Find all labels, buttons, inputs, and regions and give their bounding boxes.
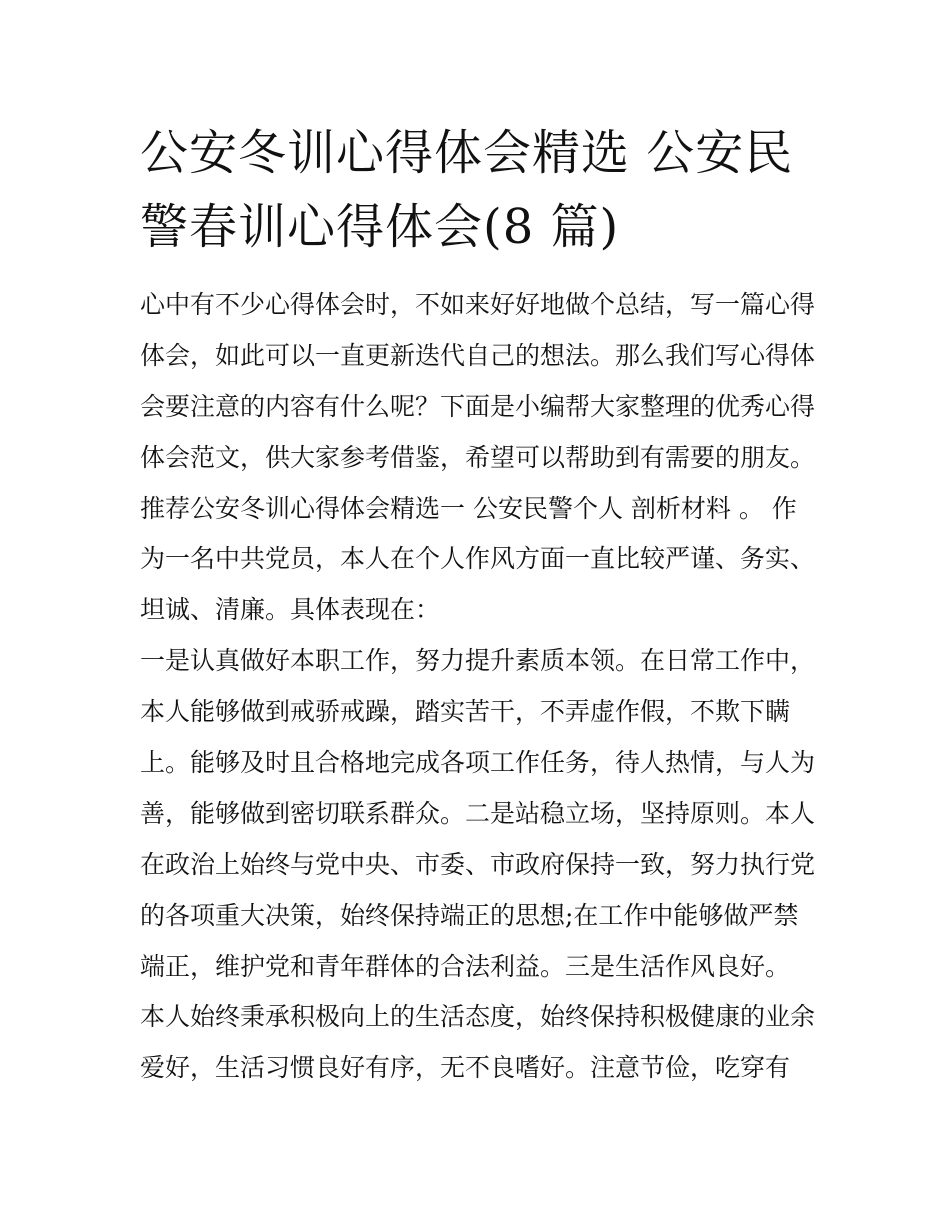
body-line: 心中有不少心得体会时，不如来好好地做个总结，写一篇心得 [140,290,816,319]
title-line-1: 公安冬训心得体会精选 公安民 [140,125,794,181]
title-line-2: 警春训心得体会(8 篇) [140,199,620,255]
body-line: 体会范文，供大家参考借鉴，希望可以帮助到有需要的朋友。 [140,442,816,472]
body-line: 端正，维护党和青年群体的合法利益。三是生活作风良好。 [140,951,791,981]
body-line: 会要注意的内容有什么呢？下面是小编帮大家整理的优秀心得 [140,391,816,421]
body-line: 为一名中共党员，本人在个人作风方面一直比较严谨、务实、 [140,544,816,574]
body-line: 推荐公安冬训心得体会精选一 公安民警个人 剖析材料 。 作 [140,493,797,523]
body-line: 上。能够及时且合格地完成各项工作任务，待人热情，与人为 [140,748,816,778]
body-line: 体会，如此可以一直更新迭代自己的想法。那么我们写心得体 [140,340,816,370]
body-line: 本人能够做到戒骄戒躁，踏实苦干，不弄虚作假，不欺下瞒 [140,697,791,727]
body-line: 本人始终秉承积极向上的生活态度，始终保持积极健康的业余 [140,1002,816,1032]
body-line: 在政治上始终与党中央、市委、市政府保持一致，努力执行党 [140,849,816,879]
body-line: 坦诚、清廉。具体表现在： [140,595,441,625]
body-line: 善，能够做到密切联系群众。二是站稳立场，坚持原则。本人 [140,798,816,828]
document-title [140,116,820,264]
body-line: 一是认真做好本职工作，努力提升素质本领。在日常工作中， [140,646,816,676]
body-line: 爱好，生活习惯良好有序，无不良嗜好。注意节俭，吃穿有 [140,1053,791,1083]
body-line: 的各项重大决策，始终保持端正的思想;在工作中能够做严禁 [140,900,799,930]
document-body [140,280,820,1094]
